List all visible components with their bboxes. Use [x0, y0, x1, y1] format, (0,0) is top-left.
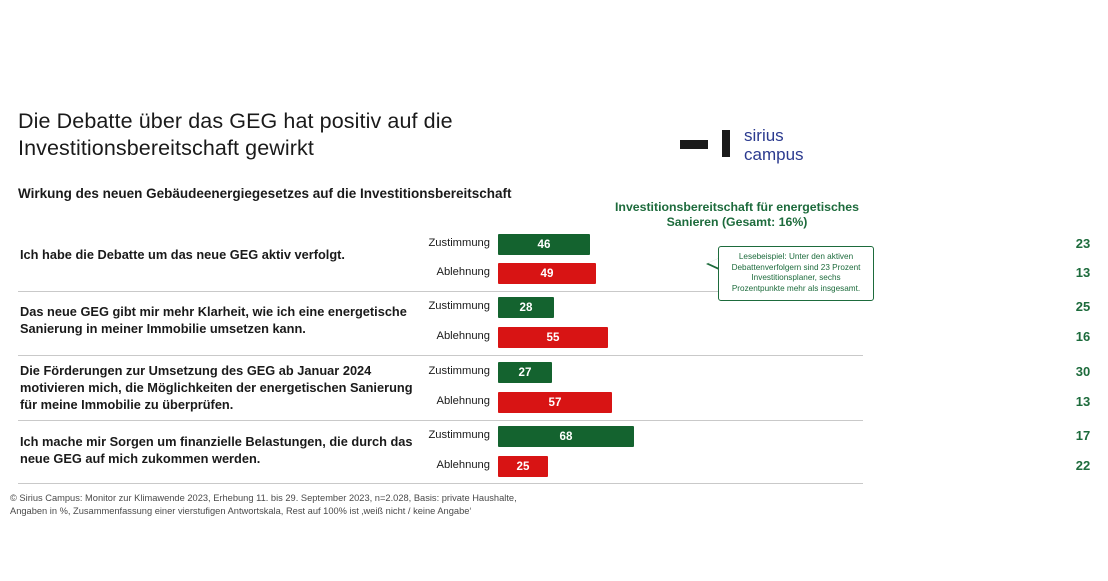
row-statement: Ich mache mir Sorgen um finanzielle Belastungen, die durch das neue GEG auf mich zukommen werden.: [20, 434, 413, 466]
chart-row-group: [0, 294, 1091, 358]
bar-line-ablehnung: [418, 456, 1091, 478]
chart-subtitle: Wirkung des neuen Gebäudeenergiegesetzes auf die Investitionsbereitschaft: [18, 186, 512, 201]
bar-zustimmung: [498, 297, 554, 318]
right-value-ablehnung: 13: [1075, 265, 1091, 280]
bar-value: 27: [518, 366, 532, 379]
right-value-ablehnung: 16: [1075, 329, 1091, 344]
bar-value: 46: [537, 238, 551, 251]
bar-value: 57: [548, 396, 562, 409]
bar-label: Zustimmung: [428, 365, 490, 377]
bar-label: Zustimmung: [428, 300, 490, 312]
chart-row-group: [0, 423, 1091, 485]
logo-dash-icon: [680, 140, 708, 149]
bar-ablehnung: [498, 327, 608, 348]
row-divider: [18, 420, 863, 421]
header: [18, 108, 618, 162]
sirius-campus-logo: [672, 126, 862, 178]
callout-annotation: Lesebeispiel: Unter den aktiven Debattenverfolgern sind 23 Prozent Investitionsplaner, sechs Prozentpunkte mehr als insgesamt.: [718, 246, 874, 301]
bar-value: 25: [516, 460, 530, 473]
bar-label: Zustimmung: [428, 237, 490, 249]
footer-source: [10, 492, 850, 518]
bar-ablehnung: [498, 392, 612, 413]
right-value-ablehnung: 22: [1075, 458, 1091, 473]
bar-line-ablehnung: [418, 327, 1091, 349]
bar-value: 49: [540, 267, 554, 280]
page-title: Die Debatte über das GEG hat positiv auf die Investitionsbereitschaft gewirkt: [18, 109, 453, 160]
bar-value: 55: [546, 331, 560, 344]
bar-line-zustimmung: [418, 426, 1091, 448]
bar-zustimmung: [498, 234, 590, 255]
right-column-header: Investitionsbereitschaft für energetisches Sanieren (Gesamt: 16%): [615, 200, 859, 229]
bar-value: 68: [559, 430, 573, 443]
bar-ablehnung: [498, 263, 596, 284]
bar-zustimmung: [498, 362, 552, 383]
row-statement: Die Förderungen zur Umsetzung des GEG ab Januar 2024 motivieren mich, die Möglichkeiten der energetischen Sanierung für meine Immobilie zu überprüfen.: [20, 363, 413, 412]
right-value-zustimmung: 30: [1075, 364, 1091, 379]
footer-line-1: © Sirius Campus: Monitor zur Klimawende 2023, Erhebung 11. bis 29. September 2023, n=2.028, Basis: private Haushalte,: [10, 493, 517, 503]
right-value-zustimmung: 25: [1075, 299, 1091, 314]
bar-line-ablehnung: [418, 392, 1091, 414]
row-divider: [18, 355, 863, 356]
row-statement: Das neue GEG gibt mir mehr Klarheit, wie ich eine energetische Sanierung in meiner Immobilie umsetzen kann.: [20, 304, 407, 336]
right-value-zustimmung: 17: [1075, 428, 1091, 443]
bar-label: Ablehnung: [436, 459, 490, 471]
bar-value: 28: [519, 301, 533, 314]
bar-label: Ablehnung: [436, 266, 490, 278]
logo-text-line2: campus: [744, 145, 804, 164]
bar-label: Ablehnung: [436, 395, 490, 407]
right-value-zustimmung: 23: [1075, 236, 1091, 251]
bar-ablehnung: [498, 456, 548, 477]
chart-row-group: [0, 358, 1091, 423]
bar-label: Ablehnung: [436, 330, 490, 342]
bar-zustimmung: [498, 426, 634, 447]
right-value-ablehnung: 13: [1075, 394, 1091, 409]
footer-line-2: Angaben in %, Zusammenfassung einer vierstufigen Antwortskala, Rest auf 100% ist ‚weiß nicht / keine Angabe‘: [10, 506, 472, 516]
logo-bar-icon: [722, 130, 730, 157]
bar-label: Zustimmung: [428, 429, 490, 441]
row-divider: [18, 483, 863, 484]
logo-text: [744, 126, 804, 164]
row-statement: Ich habe die Debatte um das neue GEG aktiv verfolgt.: [20, 247, 345, 262]
bar-line-zustimmung: [418, 362, 1091, 384]
logo-text-line1: sirius: [744, 126, 784, 145]
